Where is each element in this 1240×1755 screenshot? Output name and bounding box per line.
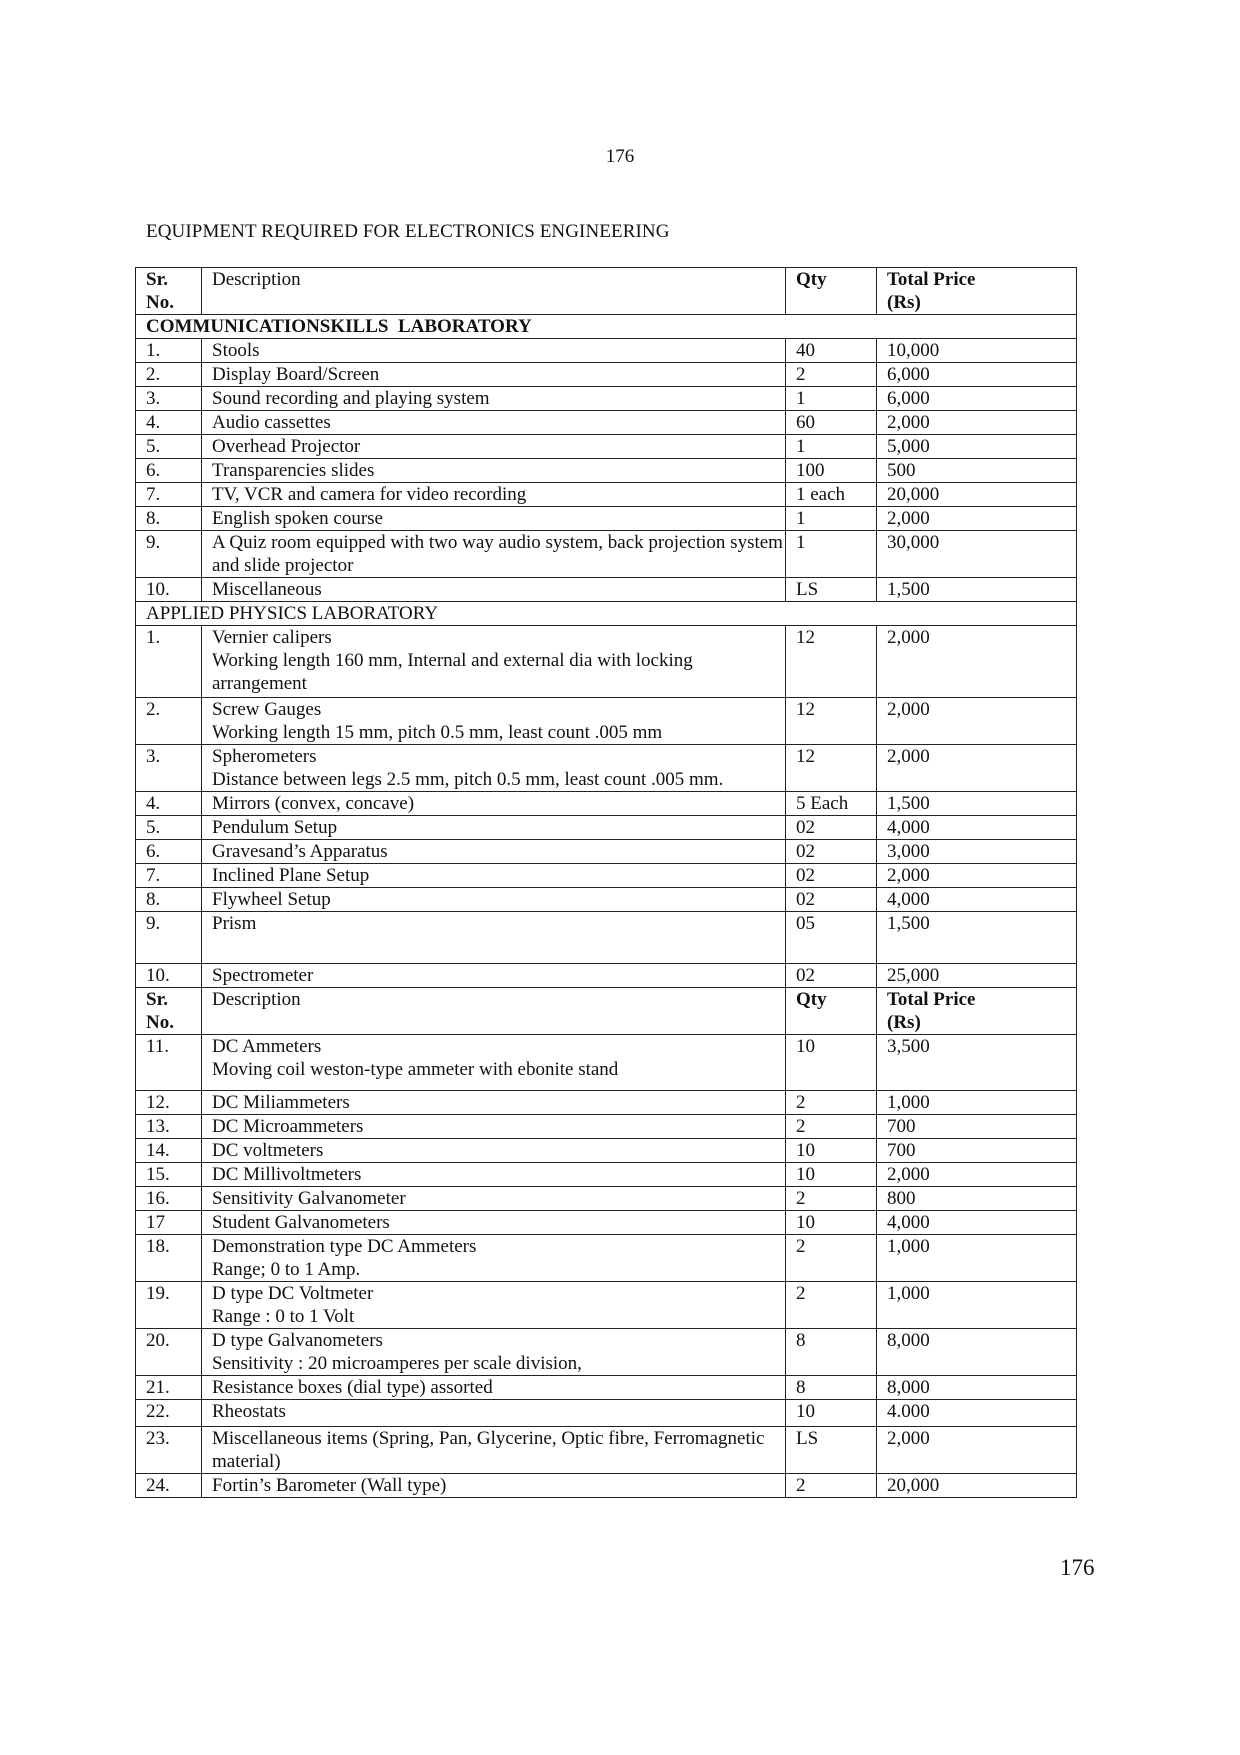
table-row: [136, 964, 1077, 988]
cell-sr: 2.: [136, 363, 202, 387]
table-row: [136, 1235, 1077, 1282]
cell-sr: 5.: [136, 816, 202, 840]
table-header-row-repeat: [136, 988, 1077, 1035]
item-detail: Range; 0 to 1 Amp.: [212, 1259, 361, 1280]
header-sr: [136, 988, 202, 1035]
page-number-bottom: 176: [1060, 1555, 1095, 1580]
cell-description: [202, 698, 786, 745]
header-qty: [786, 988, 877, 1035]
cell-description: Miscellaneous: [202, 578, 786, 602]
cell-sr: 1.: [136, 626, 202, 698]
item-detail: Sensitivity : 20 microamperes per scale division,: [212, 1353, 582, 1374]
cell-description: Gravesand’s Apparatus: [202, 840, 786, 864]
cell-sr: 2.: [136, 698, 202, 745]
header-description: [202, 268, 786, 315]
cell-qty: 05: [786, 912, 877, 964]
cell-sr: 23.: [136, 1427, 202, 1474]
cell-price: 4.000: [877, 1400, 1077, 1427]
cell-qty: 5 Each: [786, 792, 877, 816]
table-row: [136, 531, 1077, 578]
cell-sr: 8.: [136, 888, 202, 912]
table-row: [136, 912, 1077, 964]
table-header-row: [136, 268, 1077, 315]
cell-description: [202, 1235, 786, 1282]
header-sr: [136, 268, 202, 315]
table-row: [136, 1139, 1077, 1163]
header-description: [202, 988, 786, 1035]
table-row: [136, 698, 1077, 745]
cell-price: 25,000: [877, 964, 1077, 988]
table-row: [136, 459, 1077, 483]
table-row: [136, 1376, 1077, 1400]
cell-description: Pendulum Setup: [202, 816, 786, 840]
cell-sr: 4.: [136, 792, 202, 816]
table-row: [136, 816, 1077, 840]
cell-qty: 1: [786, 435, 877, 459]
cell-qty: 100: [786, 459, 877, 483]
cell-qty: 10: [786, 1211, 877, 1235]
cell-qty: 02: [786, 964, 877, 988]
page-number-top: 176: [605, 146, 635, 167]
table-row: [136, 888, 1077, 912]
section-title-applied-physics: APPLIED PHYSICS LABORATORY: [136, 602, 1077, 626]
cell-price: 1,000: [877, 1235, 1077, 1282]
header-description-label: Description: [212, 989, 301, 1010]
cell-sr: 10.: [136, 578, 202, 602]
item-name: Spherometers: [212, 746, 317, 767]
cell-sr: 9.: [136, 531, 202, 578]
cell-sr: 6.: [136, 459, 202, 483]
cell-qty: 1: [786, 531, 877, 578]
cell-price: 2,000: [877, 864, 1077, 888]
table-row: [136, 1474, 1077, 1498]
cell-description: A Quiz room equipped with two way audio system, back projection system and slide projector: [202, 531, 786, 578]
cell-sr: 9.: [136, 912, 202, 964]
table-row: [136, 1427, 1077, 1474]
cell-description: Mirrors (convex, concave): [202, 792, 786, 816]
cell-price: 2,000: [877, 411, 1077, 435]
cell-qty: 2: [786, 1235, 877, 1282]
cell-price: 700: [877, 1139, 1077, 1163]
cell-price: 1,500: [877, 578, 1077, 602]
cell-qty: 02: [786, 840, 877, 864]
cell-price: 20,000: [877, 1474, 1077, 1498]
cell-description: Overhead Projector: [202, 435, 786, 459]
cell-sr: 21.: [136, 1376, 202, 1400]
header-price-label: Total Price (Rs): [887, 989, 976, 1033]
cell-price: 700: [877, 1115, 1077, 1139]
item-detail: Working length 160 mm, Internal and external dia with locking arrangement: [212, 650, 693, 694]
cell-description: [202, 1282, 786, 1329]
cell-qty: 2: [786, 1091, 877, 1115]
header-qty-label: Qty: [796, 989, 827, 1010]
cell-sr: 12.: [136, 1091, 202, 1115]
cell-qty: 1: [786, 387, 877, 411]
table-row: [136, 1329, 1077, 1376]
cell-qty: LS: [786, 1427, 877, 1474]
item-detail: Moving coil weston-type ammeter with ebonite stand: [212, 1059, 619, 1080]
table-row: [136, 1115, 1077, 1139]
cell-description: Miscellaneous items (Spring, Pan, Glycerine, Optic fibre, Ferromagnetic material): [202, 1427, 786, 1474]
cell-qty: 02: [786, 816, 877, 840]
cell-sr: 11.: [136, 1035, 202, 1091]
header-price: [877, 268, 1077, 315]
table-row: [136, 1187, 1077, 1211]
cell-price: 4,000: [877, 816, 1077, 840]
cell-qty: 8: [786, 1376, 877, 1400]
cell-sr: 6.: [136, 840, 202, 864]
cell-description: DC Microammeters: [202, 1115, 786, 1139]
cell-price: 4,000: [877, 888, 1077, 912]
table-row: [136, 1282, 1077, 1329]
cell-description: Fortin’s Barometer (Wall type): [202, 1474, 786, 1498]
section-title-communication: COMMUNICATIONSKILLS LABORATORY: [136, 315, 1077, 339]
cell-price: 6,000: [877, 363, 1077, 387]
cell-price: 2,000: [877, 626, 1077, 698]
cell-price: 2,000: [877, 698, 1077, 745]
cell-sr: 18.: [136, 1235, 202, 1282]
cell-sr: 10.: [136, 964, 202, 988]
table-row: [136, 339, 1077, 363]
table-row: [136, 483, 1077, 507]
header-price-label: Total Price (Rs): [887, 269, 976, 313]
cell-price: 30,000: [877, 531, 1077, 578]
cell-price: 10,000: [877, 339, 1077, 363]
cell-price: 20,000: [877, 483, 1077, 507]
cell-description: Stools: [202, 339, 786, 363]
table-row: [136, 363, 1077, 387]
cell-sr: 22.: [136, 1400, 202, 1427]
item-detail: Distance between legs 2.5 mm, pitch 0.5 mm, least count .005 mm.: [212, 769, 724, 790]
cell-description: Flywheel Setup: [202, 888, 786, 912]
item-detail: Working length 15 mm, pitch 0.5 mm, least count .005 mm: [212, 722, 663, 743]
table-row: [136, 864, 1077, 888]
cell-price: 1,500: [877, 912, 1077, 964]
table-row: [136, 1400, 1077, 1427]
cell-price: 1,000: [877, 1091, 1077, 1115]
cell-sr: 1.: [136, 339, 202, 363]
table-row: [136, 507, 1077, 531]
cell-sr: 20.: [136, 1329, 202, 1376]
cell-description: English spoken course: [202, 507, 786, 531]
cell-price: 6,000: [877, 387, 1077, 411]
cell-price: 3,000: [877, 840, 1077, 864]
cell-description: Prism: [202, 912, 786, 964]
cell-qty: 1: [786, 507, 877, 531]
cell-qty: 10: [786, 1035, 877, 1091]
cell-price: 1,000: [877, 1282, 1077, 1329]
cell-description: DC Miliammeters: [202, 1091, 786, 1115]
cell-description: Inclined Plane Setup: [202, 864, 786, 888]
cell-sr: 8.: [136, 507, 202, 531]
section-heading-row: [136, 602, 1077, 626]
cell-description: Sound recording and playing system: [202, 387, 786, 411]
document-title: EQUIPMENT REQUIRED FOR ELECTRONICS ENGINEERING: [146, 221, 670, 242]
cell-sr: 17: [136, 1211, 202, 1235]
cell-price: 1,500: [877, 792, 1077, 816]
item-detail: Range : 0 to 1 Volt: [212, 1306, 355, 1327]
cell-qty: 02: [786, 888, 877, 912]
cell-description: Audio cassettes: [202, 411, 786, 435]
cell-sr: 13.: [136, 1115, 202, 1139]
cell-qty: 2: [786, 363, 877, 387]
table-row: [136, 1163, 1077, 1187]
cell-description: Student Galvanometers: [202, 1211, 786, 1235]
cell-qty: 2: [786, 1282, 877, 1329]
cell-price: 800: [877, 1187, 1077, 1211]
cell-description: Display Board/Screen: [202, 363, 786, 387]
item-name: D type Galvanometers: [212, 1330, 383, 1351]
cell-description: Spectrometer: [202, 964, 786, 988]
cell-price: 2,000: [877, 1163, 1077, 1187]
cell-qty: 40: [786, 339, 877, 363]
cell-price: 3,500: [877, 1035, 1077, 1091]
header-sr-label: Sr. No.: [146, 269, 174, 313]
header-sr-label: Sr. No.: [146, 989, 174, 1033]
cell-qty: 12: [786, 745, 877, 792]
cell-qty: 02: [786, 864, 877, 888]
item-name: D type DC Voltmeter: [212, 1283, 374, 1304]
table-row: [136, 435, 1077, 459]
section-heading-row: [136, 315, 1077, 339]
table-row: [136, 840, 1077, 864]
item-name: Vernier calipers: [212, 627, 332, 648]
cell-qty: 8: [786, 1329, 877, 1376]
cell-price: 8,000: [877, 1329, 1077, 1376]
cell-price: 2,000: [877, 1427, 1077, 1474]
cell-qty: 2: [786, 1187, 877, 1211]
cell-qty: LS: [786, 578, 877, 602]
cell-description: Sensitivity Galvanometer: [202, 1187, 786, 1211]
header-qty-label: Qty: [796, 269, 827, 290]
table-row: [136, 1091, 1077, 1115]
cell-sr: 7.: [136, 864, 202, 888]
table-row: [136, 792, 1077, 816]
item-name: DC Ammeters: [212, 1036, 322, 1057]
cell-qty: 2: [786, 1474, 877, 1498]
table-row: [136, 1035, 1077, 1091]
cell-sr: 7.: [136, 483, 202, 507]
table-row: [136, 745, 1077, 792]
cell-qty: 60: [786, 411, 877, 435]
cell-sr: 19.: [136, 1282, 202, 1329]
cell-qty: 2: [786, 1115, 877, 1139]
cell-qty: 10: [786, 1400, 877, 1427]
cell-sr: 3.: [136, 387, 202, 411]
cell-description: [202, 626, 786, 698]
cell-sr: 16.: [136, 1187, 202, 1211]
cell-qty: 12: [786, 626, 877, 698]
cell-price: 2,000: [877, 507, 1077, 531]
item-name: Screw Gauges: [212, 699, 322, 720]
cell-description: TV, VCR and camera for video recording: [202, 483, 786, 507]
cell-description: Transparencies slides: [202, 459, 786, 483]
cell-price: 4,000: [877, 1211, 1077, 1235]
table-row: [136, 626, 1077, 698]
table-row: [136, 1211, 1077, 1235]
cell-sr: 24.: [136, 1474, 202, 1498]
equipment-table: [135, 267, 1077, 1498]
cell-description: [202, 745, 786, 792]
cell-qty: 10: [786, 1139, 877, 1163]
table-row: [136, 578, 1077, 602]
table-row: [136, 411, 1077, 435]
cell-description: [202, 1035, 786, 1091]
cell-description: Rheostats: [202, 1400, 786, 1427]
table-row: [136, 387, 1077, 411]
cell-sr: 15.: [136, 1163, 202, 1187]
header-description-label: Description: [212, 269, 301, 290]
cell-price: 8,000: [877, 1376, 1077, 1400]
cell-price: 500: [877, 459, 1077, 483]
cell-sr: 14.: [136, 1139, 202, 1163]
cell-price: 2,000: [877, 745, 1077, 792]
cell-qty: 12: [786, 698, 877, 745]
header-qty: [786, 268, 877, 315]
cell-price: 5,000: [877, 435, 1077, 459]
cell-description: DC Millivoltmeters: [202, 1163, 786, 1187]
cell-description: [202, 1329, 786, 1376]
header-price: [877, 988, 1077, 1035]
cell-description: Resistance boxes (dial type) assorted: [202, 1376, 786, 1400]
cell-qty: 1 each: [786, 483, 877, 507]
cell-sr: 5.: [136, 435, 202, 459]
cell-sr: 4.: [136, 411, 202, 435]
item-name: Demonstration type DC Ammeters: [212, 1236, 477, 1257]
cell-qty: 10: [786, 1163, 877, 1187]
cell-sr: 3.: [136, 745, 202, 792]
cell-description: DC voltmeters: [202, 1139, 786, 1163]
